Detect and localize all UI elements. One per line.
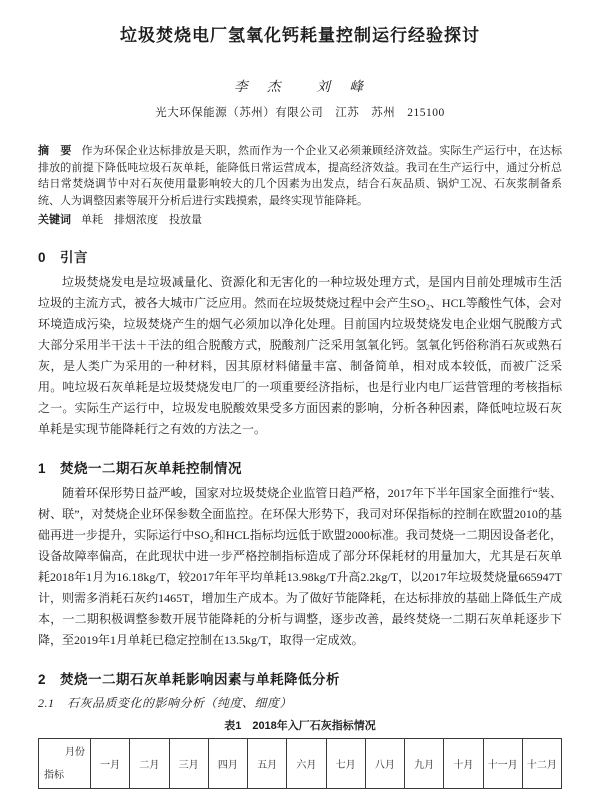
month-header: 十二月 xyxy=(522,738,561,788)
month-header: 一月 xyxy=(91,738,130,788)
keywords-text: 单耗 排烟浓度 投放量 xyxy=(81,214,202,226)
month-header: 八月 xyxy=(365,738,404,788)
lime-indicator-table xyxy=(38,738,562,789)
paper-authors: 李 杰 刘 峰 xyxy=(234,79,366,94)
month-header: 四月 xyxy=(208,738,247,788)
month-header: 五月 xyxy=(248,738,287,788)
keywords-block xyxy=(38,212,562,229)
paper-affiliation: 光大环保能源（苏州）有限公司 江苏 苏州 215100 xyxy=(155,107,445,119)
paper-title: 垃圾焚烧电厂氢氧化钙耗量控制运行经验探讨 xyxy=(120,26,480,45)
section-heading-introduction: 0 引言 xyxy=(38,249,89,265)
month-header: 二月 xyxy=(130,738,169,788)
section-body-introduction: 垃圾焚烧发电是垃圾减量化、资源化和无害化的一种垃圾处理方式，是国内目前处理城市生活垃圾的主流方式，被各大城市广泛应用。然而在垃圾焚烧过程中会产生SO₂、HCL等酸性气体，会对环境造成污染，垃圾焚烧产生的烟气必须加以净化处理。目前国内垃圾焚烧发电企业烟气脱酸方式大部分采用半干法＋干法的组合脱酸方式，脱酸剂广泛采用氢氧化钙。氢氧化钙俗称消石灰或熟石灰，是人类广为采用的一种材料，因其原材料储量丰富、制备简单，相对成本较低，而被广泛采用。吨垃圾石灰单耗是垃圾焚烧发电厂的一项重要经济指标，也是行业内电厂运营管理的考核指标之一。实际生产运行中，垃圾发电脱酸效果受多方面因素的影响，分析各种因素，降低吨垃圾石灰单耗是实现节能降耗行之有效的方法之一。 xyxy=(38,274,562,436)
table-caption: 表1 2018年入厂石灰指标情况 xyxy=(224,719,376,732)
section-heading-factor-analysis: 2 焚烧一二期石灰单耗影响因素与单耗降低分析 xyxy=(38,671,341,687)
month-header: 九月 xyxy=(405,738,444,788)
subsection-heading-lime-quality: 2.1 石灰品质变化的影响分析（纯度、细度） xyxy=(38,695,293,710)
abstract-label: 摘 要 xyxy=(38,145,72,157)
abstract-text: 作为环保企业达标排放是天职，然而作为一个企业又必须兼顾经济效益。实际生产运行中，在达标排放的前提下降低吨垃圾石灰单耗，能降低日常运营成本，提高经济效益。我司在生产运行中，通过分析总结日常焚烧调节中对石灰使用量影响较大的几个因素为出发点，结合石灰品质、锅炉工况、石灰浆制备系统、人为调整因素等展开分析后进行实践摸索，最终实现节能降耗。 xyxy=(38,145,563,207)
table-corner-cell xyxy=(39,738,91,788)
month-header: 七月 xyxy=(326,738,365,788)
section-body-lime-control: 随着环保形势日益严峻，国家对垃圾焚烧企业监管日趋严格，2017年下半年国家全面推行“装、树、联”，对焚烧企业环保参数全面监控。在环保大形势下，我司对环保指标的控制在欧盟2010的基础再进一步提升，实际运行中SO₂和HCL指标均远低于欧盟2000标准。我司焚烧一二期因设备老化，设备故障率偏高，在此现状中进一步严格控制指标造成了部分环保耗材的用量加大，尤其是石灰单耗2018年1月为16.18kg/T，较2017年年平均单耗13.98kg/T升高2.2kg/T，以2017年垃圾焚烧量665947T计，则需多消耗石灰约1465T，增加生产成本。为了做好节能降耗，在达标排放的基础上降低生产成本，一二期积极调整参数开展节能降耗的分析与调整，逐步改善，最终焚烧一二期石灰单耗逐步下降，至2019年1月单耗已稳定控制在13.5kg/T，取得一定成效。 xyxy=(38,485,562,647)
corner-label-indicator: 指标 xyxy=(44,769,64,781)
abstract-block xyxy=(38,143,562,209)
table-header-row xyxy=(39,738,562,788)
month-header: 十月 xyxy=(444,738,483,788)
keywords-label: 关键词 xyxy=(38,214,71,226)
section-heading-lime-control: 1 焚烧一二期石灰单耗控制情况 xyxy=(38,460,243,476)
month-header: 六月 xyxy=(287,738,326,788)
corner-label-month: 月份 xyxy=(65,746,85,758)
month-header: 三月 xyxy=(169,738,208,788)
month-header: 十一月 xyxy=(483,738,522,788)
